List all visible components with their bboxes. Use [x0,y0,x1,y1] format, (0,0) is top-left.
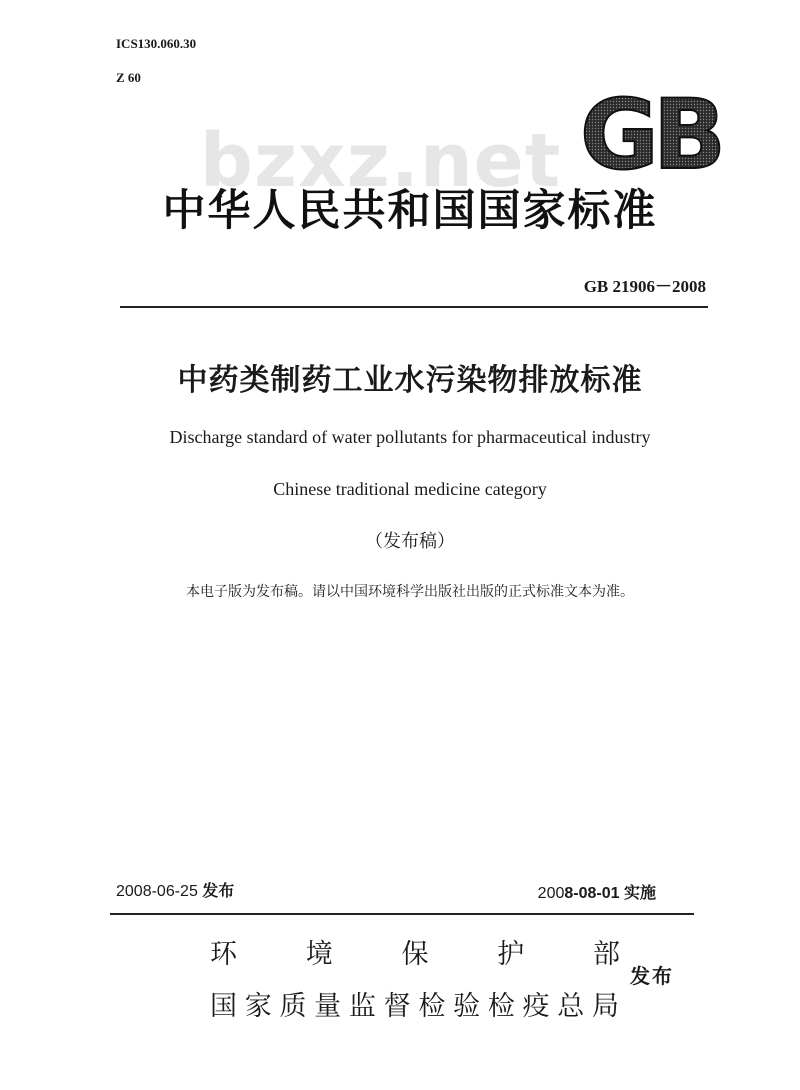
document-title-cn: 中药类制药工业水污染物排放标准 [177,363,643,398]
implementation-date-rest: 8-08-01 [564,885,620,902]
watermark: bzxz.net [200,118,562,204]
issuer-ministry-char: 保 [401,939,429,970]
implementation-date-suffix: 实施 [623,883,656,902]
footer-divider [110,913,694,915]
issued-label: 发布 [630,964,674,988]
gb-logo [570,88,730,178]
edition-notice: 本电子版为发布稿。请以中国环境科学出版社出版的正式标准文本为准。 [186,584,634,600]
draft-label: （发布稿） [365,531,455,552]
header-divider [120,306,708,308]
implementation-date-prefix: 200 [537,885,565,902]
issuer-ministry-char: 环 [210,939,237,970]
issuer-ministry-char: 部 [593,939,620,970]
national-standard-title: 中华人民共和国国家标准 [162,186,658,236]
implementation-date [470,880,656,903]
issuer-ministry-char: 护 [497,939,525,970]
issue-date-suffix: 发布 [202,881,235,900]
issuer-ministry-char: 境 [305,939,333,970]
ics-code: ICS130.060.30 [116,36,197,51]
document-title-en: Discharge standard of water pollutants for pharmaceutical industry [169,427,651,447]
issue-date-value: 2008-06-25 [116,883,198,900]
gb-logo-text: GB [580,88,720,178]
issuer-ministry [210,932,620,971]
standard-number: GB 21906－2008 [583,277,706,296]
issue-date [116,878,234,901]
issuer-aqsiq: 国家质量监督检验检疫总局 [210,991,620,1022]
document-subtitle-en: Chinese traditional medicine category [273,479,547,499]
classification-code: Z 60 [116,70,141,85]
